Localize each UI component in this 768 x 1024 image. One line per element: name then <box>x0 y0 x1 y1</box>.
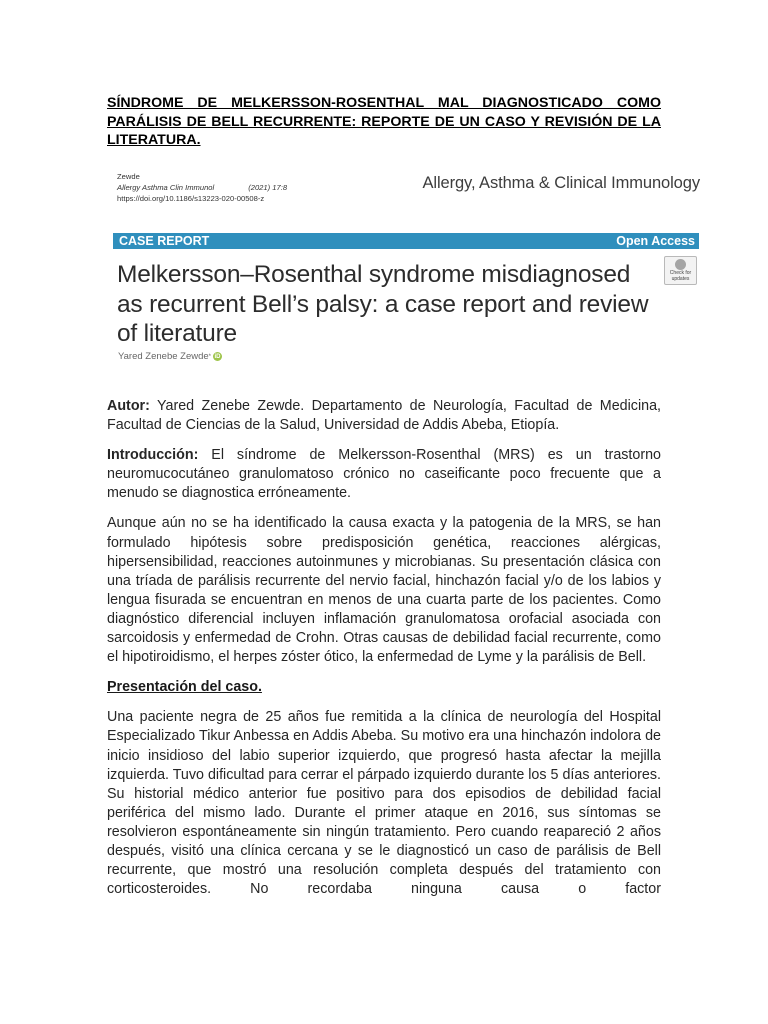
badge-label: Check for updates <box>669 270 692 282</box>
page-title: SÍNDROME DE MELKERSSON-ROSENTHAL MAL DIAGNOSTICADO COMO PARÁLISIS DE BELL RECURRENTE: REPORTE DE UN CASO Y REVISIÓN DE LA LITERATURA. <box>107 95 661 148</box>
citation-block <box>117 172 287 204</box>
section-label: CASE REPORT <box>119 234 210 248</box>
intro-label: Introducción: <box>107 447 199 464</box>
citation-journal-line <box>117 183 287 194</box>
case-report-bar <box>113 233 699 249</box>
article-body <box>107 397 661 910</box>
journal-name: Allergy, Asthma & Clinical Immunology <box>422 174 700 192</box>
citation-doi: https://doi.org/10.1186/s13223-020-00508-z <box>117 193 265 203</box>
author-paragraph <box>107 397 661 435</box>
open-access-label: Open Access <box>616 234 695 248</box>
article-author <box>118 351 222 362</box>
citation-year-volume: (2021) 17:8 <box>248 182 288 192</box>
case-paragraph: Una paciente negra de 25 años fue remitida a la clínica de neurología del Hospital Especializado Tikur Anbessa en Addis Abeba. Su motivo era una hinchazón indolora de inicio insidioso del labio superior izquierdo, que progresó hasta afectar la mejilla izquierda. Tuvo dificultad para cerrar el párpado izquierdo durante los 5 días anteriores. Su historial médico anterior fue positivo para dos episodios de debilidad facial periférica del mismo lado. Durante el primer ataque en 2016, sus síntomas se resolvieron espontáneamente sin ningún tratamiento. Pero cuando reapareció 2 años después, visitó una clínica cercana y se le diagnosticó un caso de parálisis de Bell recurrente, que mostró una resolución completa después del tratamiento con corticosteroides. No recordaba ninguna causa o factor <box>107 709 661 898</box>
author-label: Autor: <box>107 398 150 414</box>
orcid-icon: iD <box>214 353 221 360</box>
citation-journal-abbrev: Allergy Asthma Clin Immunol <box>117 182 215 192</box>
update-icon <box>675 259 686 270</box>
author-marker: * <box>208 353 212 360</box>
case-heading: Presentación del caso. <box>107 679 262 696</box>
background-paragraph: Aunque aún no se ha identificado la causa exacta y la patogenia de la MRS, se han formulado hipótesis sobre predisposición genética, reacciones alérgicas, hipersensibilidad, reacciones autoinmunes y microbianas. Su presentación clásica con una tríada de parálisis recurrente del nervio facial, hinchazón facial y/o de los labios y lengua fisurada se encuentran en menos de una cuarta parte de los pacientes. Como diagnóstico diferencial incluyen inflamación granulomatosa orofacial asociada con sarcoidosis y enfermedad de Crohn. Otras causas de debilidad facial recurrente, como el hipotiroidismo, el herpes zóster ótico, la enfermedad de Lyme y la parálisis de Bell. <box>107 515 661 666</box>
article-title: Melkersson–Rosenthal syndrome misdiagnosed as recurrent Bell’s palsy: a case report and review of literature <box>117 261 649 347</box>
intro-paragraph <box>107 446 661 503</box>
author-text: Yared Zenebe Zewde. Departamento de Neurología, Facultad de Medicina, Facultad de Ciencias de la Salud, Universidad de Addis Abeba, Etiopía. <box>107 398 661 434</box>
citation-author: Zewde <box>117 172 140 181</box>
intro-text: El síndrome de Melkersson-Rosenthal (MRS) es un trastorno neuromucocutáneo granulomatoso crónico no caseificante poco frecuente que a menudo se diagnostica erróneamente. <box>107 447 661 502</box>
article-header-image <box>113 168 701 378</box>
article-author-name: Yared Zenebe Zewde <box>118 351 209 362</box>
check-for-updates-badge <box>664 256 697 285</box>
